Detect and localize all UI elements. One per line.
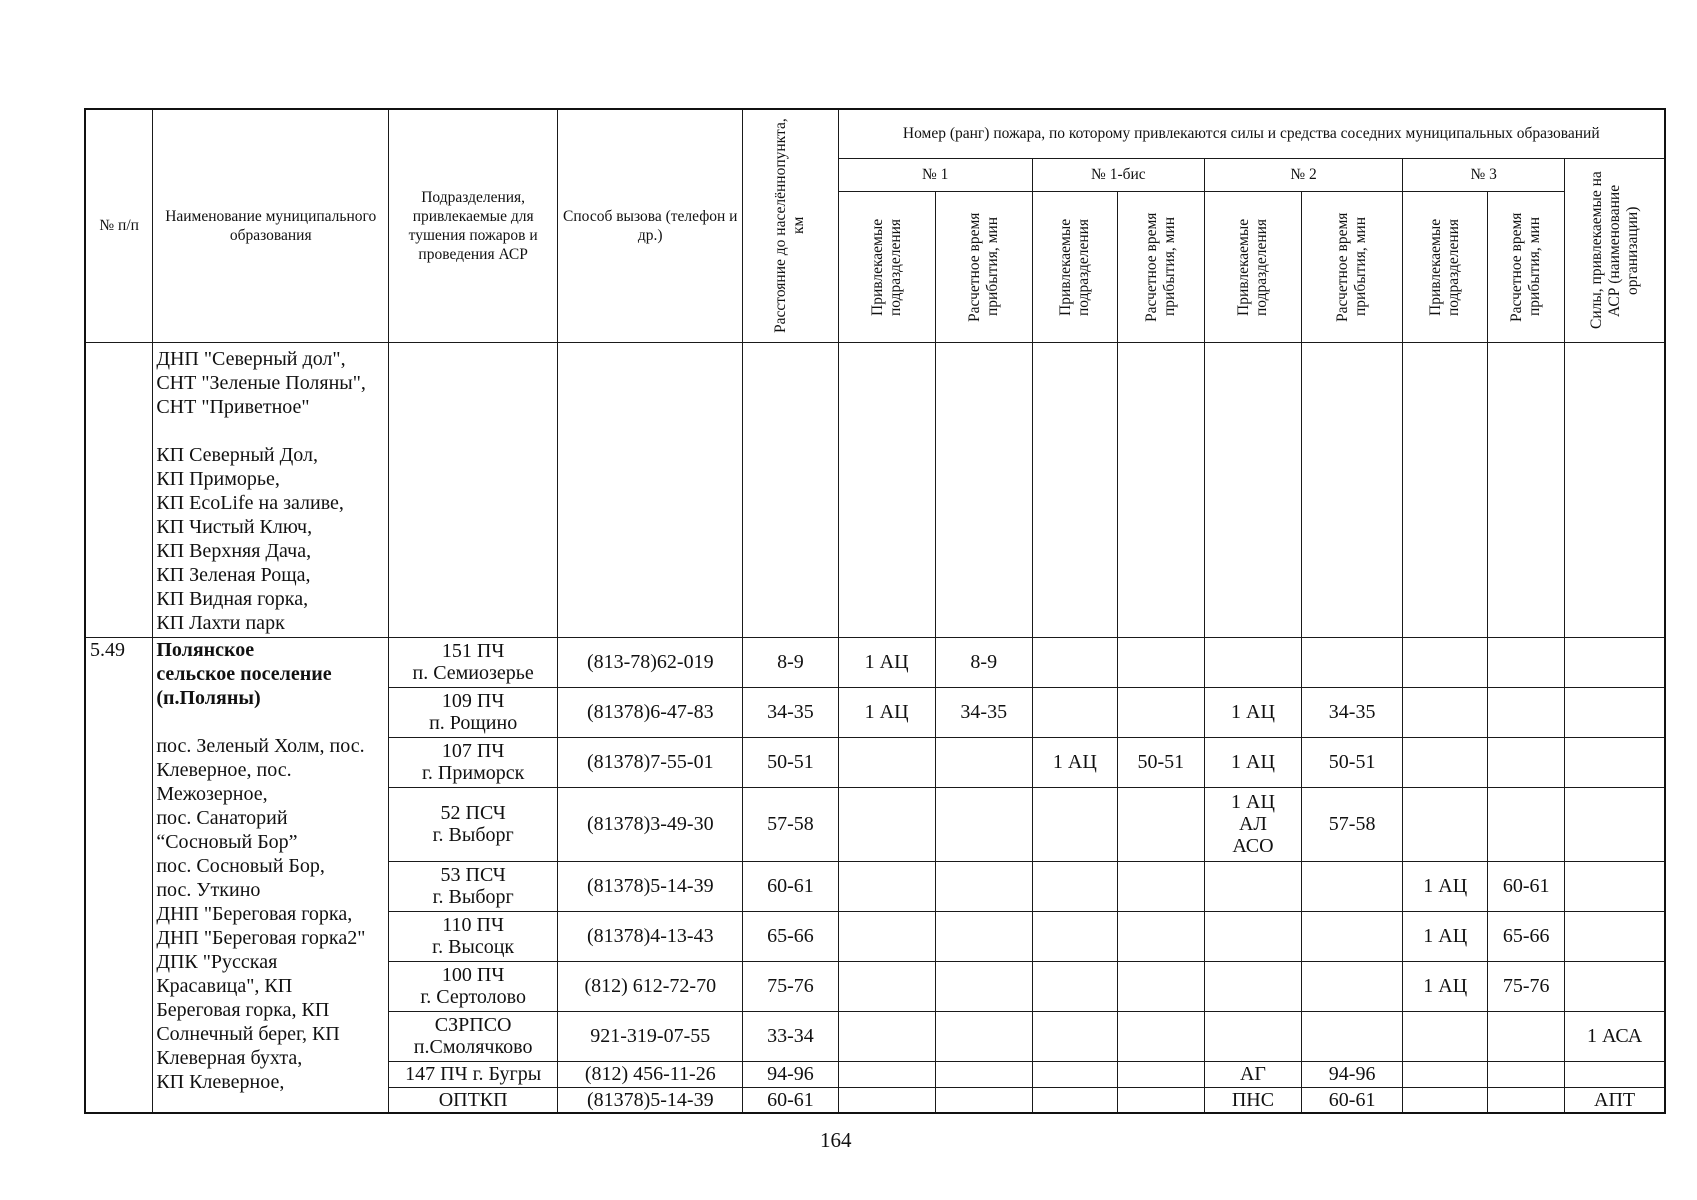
r1bu-cell	[1032, 1087, 1117, 1113]
asr-cell	[1565, 961, 1665, 1011]
unit-cell: 109 ПЧ п. Рощино	[389, 687, 558, 737]
dist-cell: 75-76	[743, 961, 838, 1011]
r1bt-cell	[1117, 911, 1204, 961]
header-asr	[1565, 158, 1665, 342]
r3t-cell	[1488, 1087, 1565, 1113]
dist-cell: 57-58	[743, 787, 838, 861]
continued-num	[85, 342, 153, 637]
r2u-cell: ПНС	[1204, 1087, 1301, 1113]
r1u-cell	[838, 787, 935, 861]
r3u-cell	[1403, 737, 1488, 787]
r1u-cell	[838, 911, 935, 961]
r3u-cell	[1403, 1061, 1488, 1087]
asr-cell	[1565, 787, 1665, 861]
asr-cell	[1565, 687, 1665, 737]
empty-cell	[1565, 342, 1665, 637]
r1t-cell	[935, 911, 1032, 961]
header-units: Подразделения, привлекаемые для тушения пожаров и проведения АСР	[389, 109, 558, 342]
r1t-cell	[935, 1061, 1032, 1087]
phone-cell: (81378)5-14-39	[558, 1087, 743, 1113]
r1bu-cell	[1032, 687, 1117, 737]
r2u-cell	[1204, 861, 1301, 911]
header-distance	[743, 109, 838, 342]
r2u-cell: 1 АЦ АЛ АСО	[1204, 787, 1301, 861]
r1u-cell	[838, 737, 935, 787]
header-r2-time-label: Расчетное время прибытия, мин	[1334, 211, 1370, 322]
header-rank-1bis: № 1-бис	[1032, 158, 1204, 191]
header-r3-time-label: Расчетное время прибытия, мин	[1508, 211, 1544, 322]
r2u-cell	[1204, 961, 1301, 1011]
empty-cell	[1403, 342, 1488, 637]
empty-cell	[935, 342, 1032, 637]
r3t-cell	[1488, 637, 1565, 687]
r1t-cell	[935, 737, 1032, 787]
data-rows	[85, 637, 1665, 1113]
r3u-cell	[1403, 687, 1488, 737]
r3u-cell: 1 АЦ	[1403, 961, 1488, 1011]
header-num: № п/п	[85, 109, 153, 342]
r3u-cell	[1403, 787, 1488, 861]
r1bu-cell	[1032, 1061, 1117, 1087]
r2u-cell	[1204, 1011, 1301, 1061]
header-r1b-time-label: Расчетное время прибытия, мин	[1142, 211, 1178, 322]
unit-cell: 53 ПСЧ г. Выборг	[389, 861, 558, 911]
phone-cell: (813-78)62-019	[558, 637, 743, 687]
asr-cell	[1565, 737, 1665, 787]
r1bt-cell	[1117, 1011, 1204, 1061]
empty-cell	[558, 342, 743, 637]
header-r1b-units-label: Привлекаемые подразделения	[1056, 217, 1092, 316]
dist-cell: 60-61	[743, 1087, 838, 1113]
empty-cell	[838, 342, 935, 637]
empty-cell	[1302, 342, 1403, 637]
r1bu-cell	[1032, 861, 1117, 911]
phone-cell: 921-319-07-55	[558, 1011, 743, 1061]
r1u-cell	[838, 861, 935, 911]
header-r3-time	[1488, 191, 1565, 342]
r1bt-cell	[1117, 961, 1204, 1011]
r2t-cell	[1302, 861, 1403, 911]
r2t-cell: 94-96	[1302, 1061, 1403, 1087]
header-r2-time	[1302, 191, 1403, 342]
r3t-cell: 65-66	[1488, 911, 1565, 961]
unit-cell: 147 ПЧ г. Бугры	[389, 1061, 558, 1087]
r1bu-cell: 1 АЦ	[1032, 737, 1117, 787]
page-number: 164	[820, 1128, 852, 1152]
r2t-cell	[1302, 961, 1403, 1011]
asr-cell	[1565, 861, 1665, 911]
fire-forces-table	[84, 108, 1666, 1114]
r1u-cell	[838, 961, 935, 1011]
header-distance-label: Расстояние до населённопункта, км	[772, 118, 808, 334]
r1t-cell	[935, 1011, 1032, 1061]
header-r1-units-label: Привлекаемые подразделения	[868, 217, 904, 316]
dist-cell: 94-96	[743, 1061, 838, 1087]
unit-cell: 52 ПСЧ г. Выборг	[389, 787, 558, 861]
r1bt-cell	[1117, 861, 1204, 911]
r1bt-cell	[1117, 1061, 1204, 1087]
empty-cell	[1488, 342, 1565, 637]
phone-cell: (812) 612-72-70	[558, 961, 743, 1011]
r2u-cell: АГ	[1204, 1061, 1301, 1087]
empty-cell	[1204, 342, 1301, 637]
r3t-cell: 75-76	[1488, 961, 1565, 1011]
header-r1-units	[838, 191, 935, 342]
dist-cell: 34-35	[743, 687, 838, 737]
unit-cell: 100 ПЧ г. Сертолово	[389, 961, 558, 1011]
r1bu-cell	[1032, 787, 1117, 861]
r1bt-cell	[1117, 787, 1204, 861]
header-asr-label: Силы, привлекаемые на АСР (наименование организации)	[1587, 171, 1641, 329]
phone-cell: (81378)5-14-39	[558, 861, 743, 911]
table-row	[85, 637, 1665, 687]
dist-cell: 50-51	[743, 737, 838, 787]
header-r1-time	[935, 191, 1032, 342]
r1u-cell	[838, 1087, 935, 1113]
header-name: Наименование муниципального образования	[153, 109, 389, 342]
dist-cell: 65-66	[743, 911, 838, 961]
r2t-cell: 57-58	[1302, 787, 1403, 861]
r1bu-cell	[1032, 911, 1117, 961]
r2u-cell	[1204, 637, 1301, 687]
r1bu-cell	[1032, 1011, 1117, 1061]
r1t-cell	[935, 787, 1032, 861]
entry-title: Полянское сельское поселение (п.Поляны)	[156, 638, 332, 709]
r2t-cell	[1302, 911, 1403, 961]
r3u-cell: 1 АЦ	[1403, 911, 1488, 961]
r3t-cell	[1488, 737, 1565, 787]
unit-cell: СЗРПСО п.Смолячково	[389, 1011, 558, 1061]
continued-settlements: ДНП "Северный дол", СНТ "Зеленые Поляны", СНТ "Приветное" КП Северный Дол, КП Приморье, КП EcoLife на заливе, КП Чистый Ключ, КП Верхняя Дача, КП Зеленая Роща, КП Видная горка, КП Лахти парк	[153, 342, 389, 637]
empty-cell	[389, 342, 558, 637]
header-rank-title: Номер (ранг) пожара, по которому привлекаются силы и средства соседних муниципальных образований	[838, 109, 1665, 158]
r3t-cell	[1488, 1011, 1565, 1061]
r1t-cell	[935, 861, 1032, 911]
asr-cell: 1 АСА	[1565, 1011, 1665, 1061]
r3u-cell	[1403, 637, 1488, 687]
r1bt-cell: 50-51	[1117, 737, 1204, 787]
r1u-cell	[838, 1061, 935, 1087]
r2u-cell: 1 АЦ	[1204, 687, 1301, 737]
empty-cell	[1032, 342, 1117, 637]
unit-cell: 107 ПЧ г. Приморск	[389, 737, 558, 787]
header-call-method: Способ вызова (телефон и др.)	[558, 109, 743, 342]
r1u-cell: 1 АЦ	[838, 637, 935, 687]
r2t-cell: 60-61	[1302, 1087, 1403, 1113]
unit-cell: ОПТКП	[389, 1087, 558, 1113]
phone-cell: (81378)3-49-30	[558, 787, 743, 861]
r3t-cell	[1488, 787, 1565, 861]
header-r2-units	[1204, 191, 1301, 342]
r3u-cell	[1403, 1011, 1488, 1061]
r1bu-cell	[1032, 961, 1117, 1011]
header-r2-units-label: Привлекаемые подразделения	[1234, 217, 1270, 316]
r3u-cell	[1403, 1087, 1488, 1113]
r3t-cell	[1488, 1061, 1565, 1087]
phone-cell: (812) 456-11-26	[558, 1061, 743, 1087]
header-r1-time-label: Расчетное время прибытия, мин	[965, 211, 1001, 322]
empty-cell	[743, 342, 838, 637]
r1t-cell: 34-35	[935, 687, 1032, 737]
entry-name-cell	[153, 637, 389, 1113]
header-rank-3: № 3	[1403, 158, 1565, 191]
unit-cell: 110 ПЧ г. Высоцк	[389, 911, 558, 961]
r1bt-cell	[1117, 687, 1204, 737]
dist-cell: 60-61	[743, 861, 838, 911]
r1bt-cell	[1117, 1087, 1204, 1113]
asr-cell	[1565, 911, 1665, 961]
r2u-cell: 1 АЦ	[1204, 737, 1301, 787]
r2t-cell	[1302, 1011, 1403, 1061]
header-rank-2: № 2	[1204, 158, 1402, 191]
phone-cell: (81378)7-55-01	[558, 737, 743, 787]
r3t-cell	[1488, 687, 1565, 737]
dist-cell: 33-34	[743, 1011, 838, 1061]
dist-cell: 8-9	[743, 637, 838, 687]
r1t-cell	[935, 961, 1032, 1011]
r3u-cell: 1 АЦ	[1403, 861, 1488, 911]
r2t-cell	[1302, 637, 1403, 687]
header-rank-1: № 1	[838, 158, 1032, 191]
asr-cell	[1565, 1061, 1665, 1087]
asr-cell: АПТ	[1565, 1087, 1665, 1113]
r1t-cell: 8-9	[935, 637, 1032, 687]
empty-cell	[1117, 342, 1204, 637]
r2t-cell: 50-51	[1302, 737, 1403, 787]
r1u-cell: 1 АЦ	[838, 687, 935, 737]
entry-number: 5.49	[85, 637, 153, 1113]
phone-cell: (81378)6-47-83	[558, 687, 743, 737]
r2t-cell: 34-35	[1302, 687, 1403, 737]
unit-cell: 151 ПЧ п. Семиозерье	[389, 637, 558, 687]
asr-cell	[1565, 637, 1665, 687]
header-r3-units-label: Привлекаемые подразделения	[1427, 217, 1463, 316]
phone-cell: (81378)4-13-43	[558, 911, 743, 961]
entry-settlements: пос. Зеленый Холм, пос. Клеверное, пос. Межозерное, пос. Санаторий “Сосновый Бор” пос. Сосновый Бор, пос. Уткино ДНП "Береговая горка, ДНП "Береговая горка2" ДПК "Русская Красавица", КП Береговая горка, КП Солнечный берег, КП Клеверная бухта, КП Клеверное,	[156, 734, 366, 1093]
r1bt-cell	[1117, 637, 1204, 687]
header-r1b-units	[1032, 191, 1117, 342]
header-r3-units	[1403, 191, 1488, 342]
r1t-cell	[935, 1087, 1032, 1113]
r1u-cell	[838, 1011, 935, 1061]
r2u-cell	[1204, 911, 1301, 961]
r3t-cell: 60-61	[1488, 861, 1565, 911]
header-r1b-time	[1117, 191, 1204, 342]
r1bu-cell	[1032, 637, 1117, 687]
